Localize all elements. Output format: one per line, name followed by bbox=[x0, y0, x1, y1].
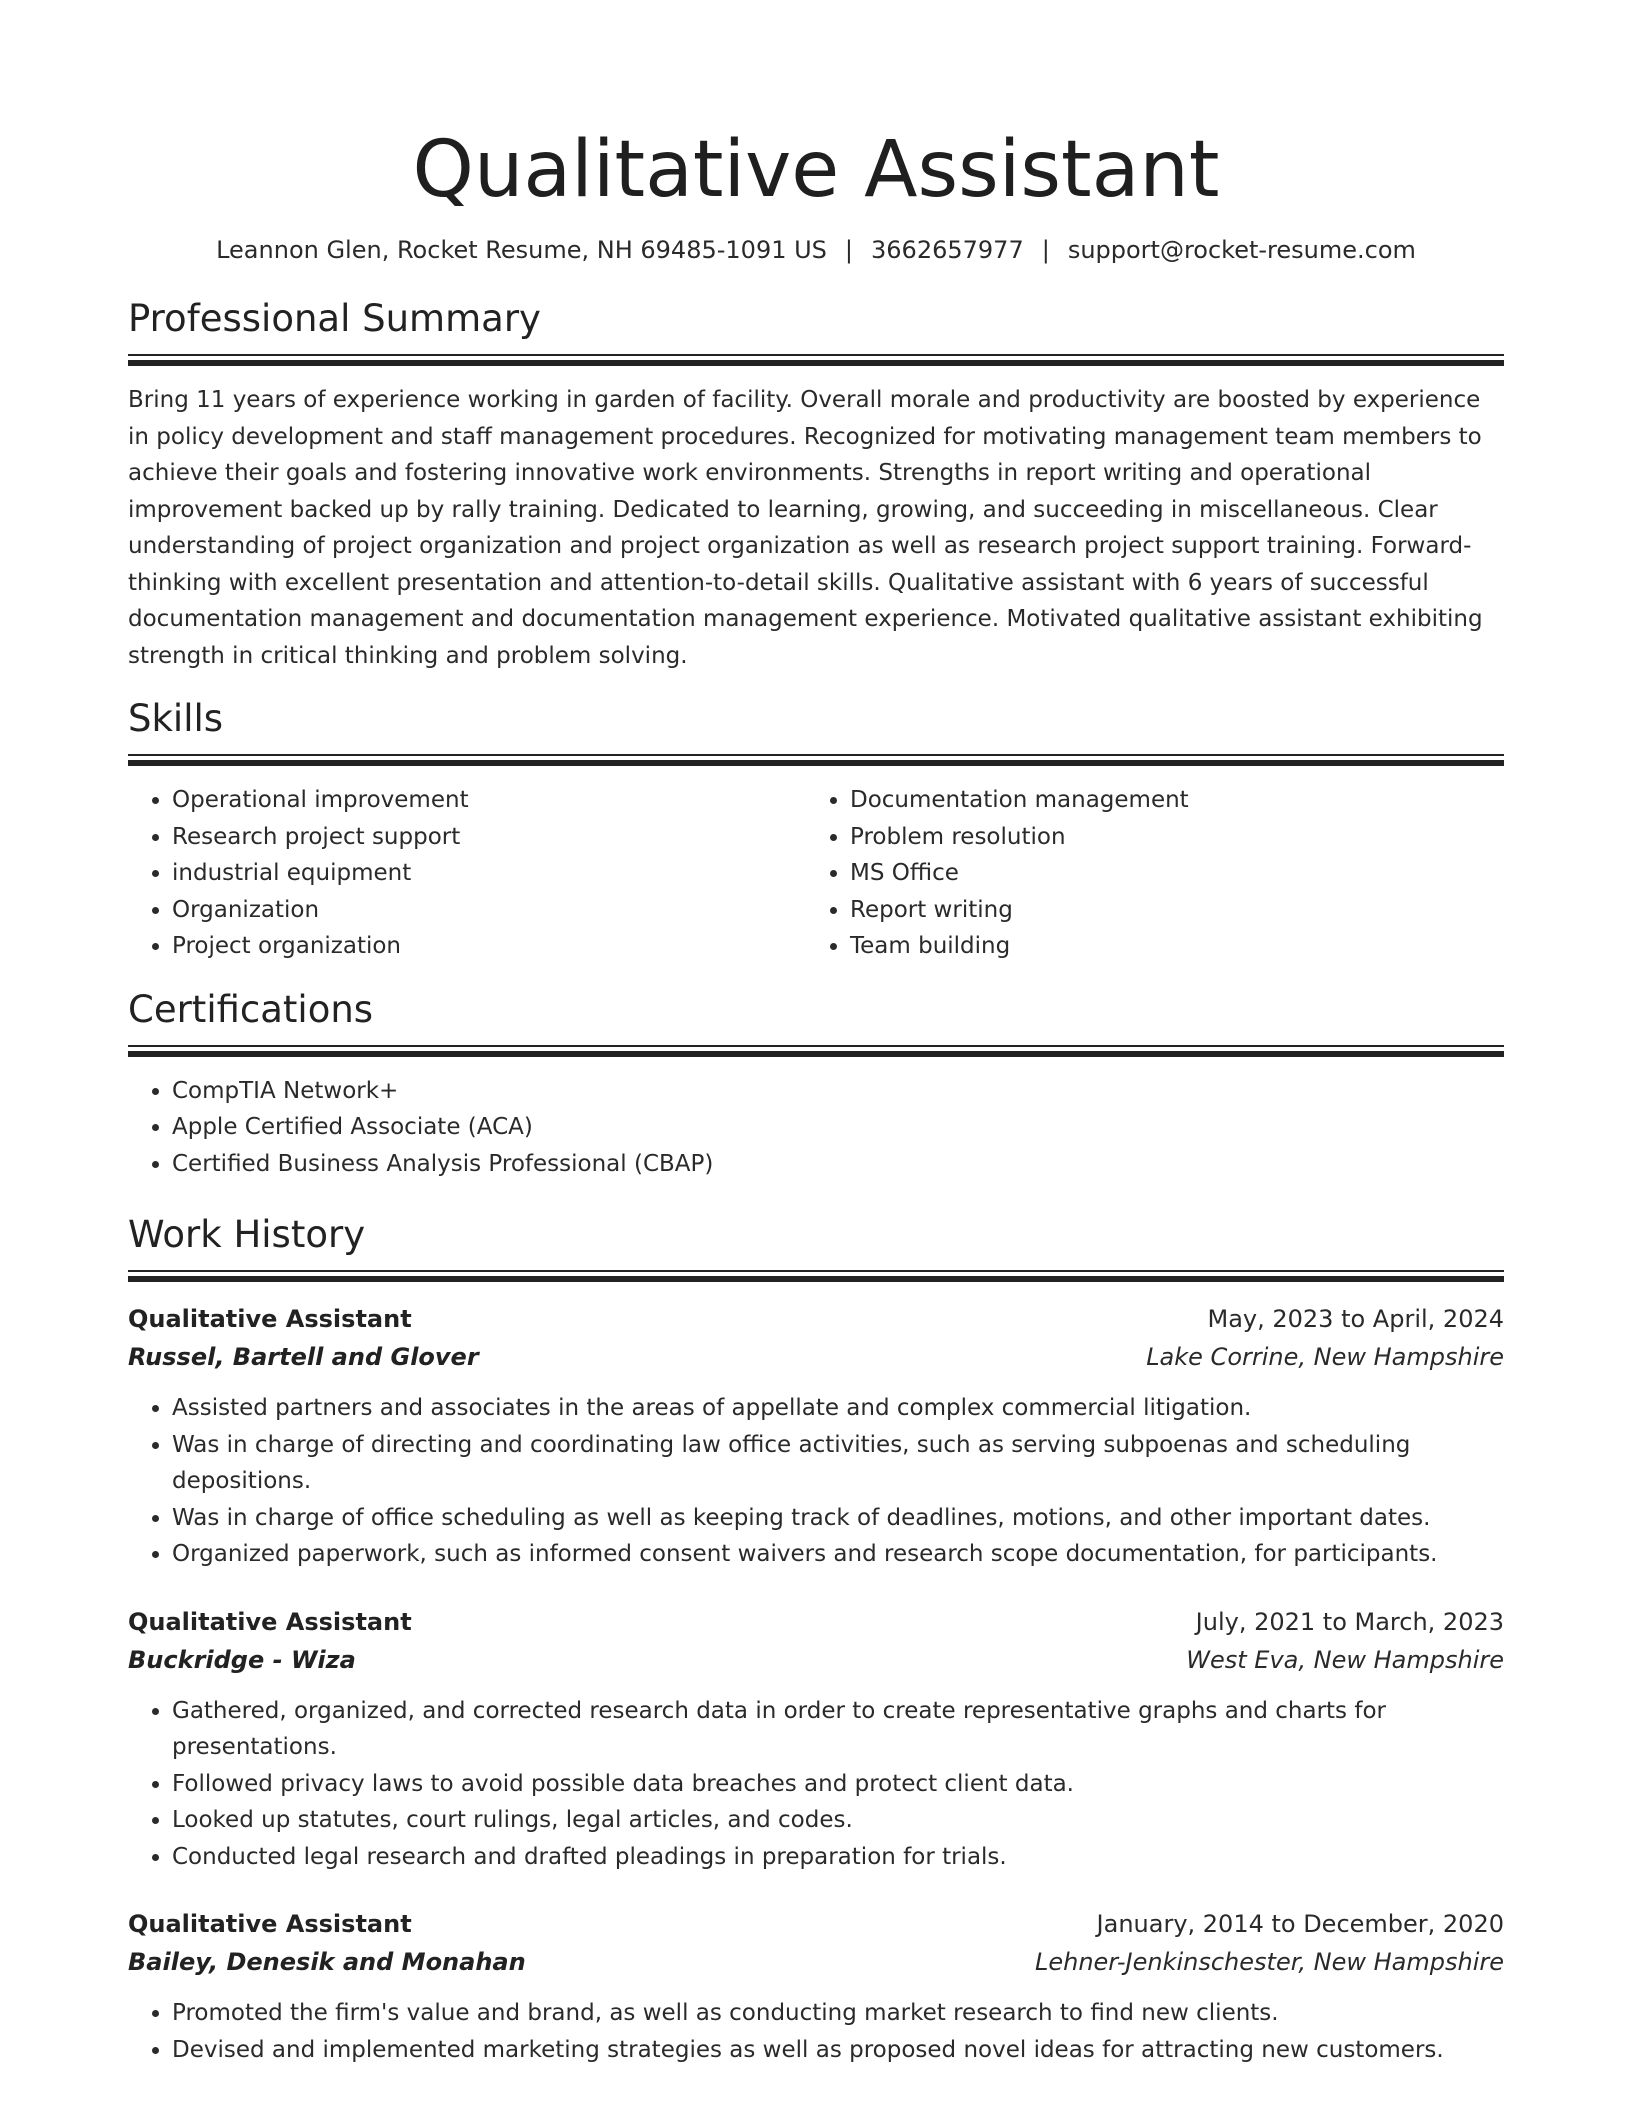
skill-item: • Documentation management bbox=[850, 782, 1484, 819]
job-bullets bbox=[128, 1693, 1504, 1876]
job-dates: May, 2023 to April, 2024 bbox=[1207, 1305, 1504, 1333]
summary-section bbox=[128, 296, 1504, 674]
certifications-heading: Certifications bbox=[128, 987, 374, 1031]
job-title: Qualitative Assistant bbox=[128, 1305, 412, 1333]
job-bullet: • Organized paperwork, such as informed consent waivers and research scope documentation, for participants. bbox=[172, 1536, 1504, 1573]
summary-heading: Professional Summary bbox=[128, 297, 541, 340]
skill-item: • Operational improvement bbox=[172, 782, 806, 819]
job-dates: July, 2021 to March, 2023 bbox=[1195, 1607, 1504, 1636]
skill-item: • industrial equipment bbox=[172, 855, 806, 892]
job-entry bbox=[128, 1300, 1504, 1573]
job-company: Bailey, Denesik and Monahan bbox=[128, 1948, 526, 1976]
work-history-heading: Work History bbox=[128, 1213, 366, 1256]
skill-item: • Problem resolution bbox=[850, 819, 1484, 856]
job-location: West Eva, New Hampshire bbox=[1186, 1645, 1504, 1674]
section-divider bbox=[128, 1270, 1504, 1282]
job-title: Qualitative Assistant bbox=[128, 1910, 412, 1938]
job-entry bbox=[128, 1603, 1504, 1876]
skills-heading: Skills bbox=[128, 697, 224, 740]
section-divider bbox=[128, 754, 1504, 766]
skill-item: • Research project support bbox=[172, 819, 806, 856]
skills-grid bbox=[128, 782, 1504, 965]
certification-item: • Certified Business Analysis Professional (CBAP) bbox=[172, 1146, 1504, 1183]
job-bullet: • Conducted legal research and drafted pleadings in preparation for trials. bbox=[172, 1839, 1504, 1876]
contact-phone: 3662657977 bbox=[871, 236, 1024, 264]
work-history-section bbox=[128, 1212, 1504, 2068]
job-bullet: • Followed privacy laws to avoid possible data breaches and protect client data. bbox=[172, 1766, 1504, 1803]
contact-address: Leannon Glen, Rocket Resume, NH 69485-1091 US bbox=[216, 236, 827, 264]
contact-separator: | bbox=[1041, 236, 1050, 264]
job-bullets bbox=[128, 1390, 1504, 1573]
skill-item: • Project organization bbox=[172, 928, 806, 965]
skills-column-left bbox=[128, 782, 806, 965]
skill-item: • Team building bbox=[850, 928, 1484, 965]
job-bullets bbox=[128, 1995, 1504, 2068]
contact-email: support@rocket-resume.com bbox=[1067, 236, 1416, 264]
certification-item: • Apple Certified Associate (ACA) bbox=[172, 1109, 1504, 1146]
certifications-list bbox=[128, 1073, 1504, 1183]
job-company: Russel, Bartell and Glover bbox=[128, 1343, 479, 1371]
contact-separator: | bbox=[844, 236, 854, 264]
certification-item: • CompTIA Network+ bbox=[172, 1073, 1504, 1110]
job-bullet: • Promoted the firm's value and brand, as well as conducting market research to find new clients. bbox=[172, 1995, 1504, 2032]
section-divider bbox=[128, 354, 1504, 366]
skills-section bbox=[128, 696, 1504, 965]
job-bullet: • Devised and implemented marketing strategies as well as proposed novel ideas for attracting new customers. bbox=[172, 2032, 1504, 2069]
summary-text: Bring 11 years of experience working in garden of facility. Overall morale and productivity are boosted by experience in policy development and staff management procedures. Recognized for motivating management team members to achieve their goals and fostering innovative work environments. Strengths in report writing and operational improvement backed up by rally training. Dedicated to learning, growing, and succeeding in miscellaneous. Clear understanding of project organization and project organization as well as research project support training. Forward-thinking with excellent presentation and attention-to-detail skills. Qualitative assistant with 6 years of successful documentation management and documentation management experience. Motivated qualitative assistant exhibiting strength in critical thinking and problem solving. bbox=[128, 387, 1483, 669]
job-dates: January, 2014 to December, 2020 bbox=[1096, 1910, 1504, 1938]
skill-item: • Report writing bbox=[850, 892, 1484, 929]
job-bullet: • Was in charge of directing and coordinating law office activities, such as serving subpoenas and scheduling depositions. bbox=[172, 1427, 1504, 1500]
job-bullet: • Assisted partners and associates in the areas of appellate and complex commercial litigation. bbox=[172, 1390, 1504, 1427]
job-title: Qualitative Assistant bbox=[128, 1607, 412, 1636]
skill-item: • MS Office bbox=[850, 855, 1484, 892]
candidate-name: Qualitative Assistant bbox=[412, 125, 1220, 215]
skill-item: • Organization bbox=[172, 892, 806, 929]
resume-page bbox=[128, 118, 1504, 2068]
skills-column-right bbox=[806, 782, 1484, 965]
job-bullet: • Looked up statutes, court rulings, legal articles, and codes. bbox=[172, 1802, 1504, 1839]
job-location: Lake Corrine, New Hampshire bbox=[1146, 1343, 1504, 1371]
certifications-section bbox=[128, 987, 1504, 1183]
job-entry bbox=[128, 1905, 1504, 2068]
contact-line bbox=[128, 234, 1504, 266]
section-divider bbox=[128, 1045, 1504, 1057]
job-location: Lehner-Jenkinschester, New Hampshire bbox=[1034, 1948, 1504, 1976]
job-bullet: • Gathered, organized, and corrected research data in order to create representative graphs and charts for presentations. bbox=[172, 1693, 1504, 1766]
job-company: Buckridge - Wiza bbox=[128, 1645, 356, 1674]
job-bullet: • Was in charge of office scheduling as well as keeping track of deadlines, motions, and other important dates. bbox=[172, 1500, 1504, 1537]
